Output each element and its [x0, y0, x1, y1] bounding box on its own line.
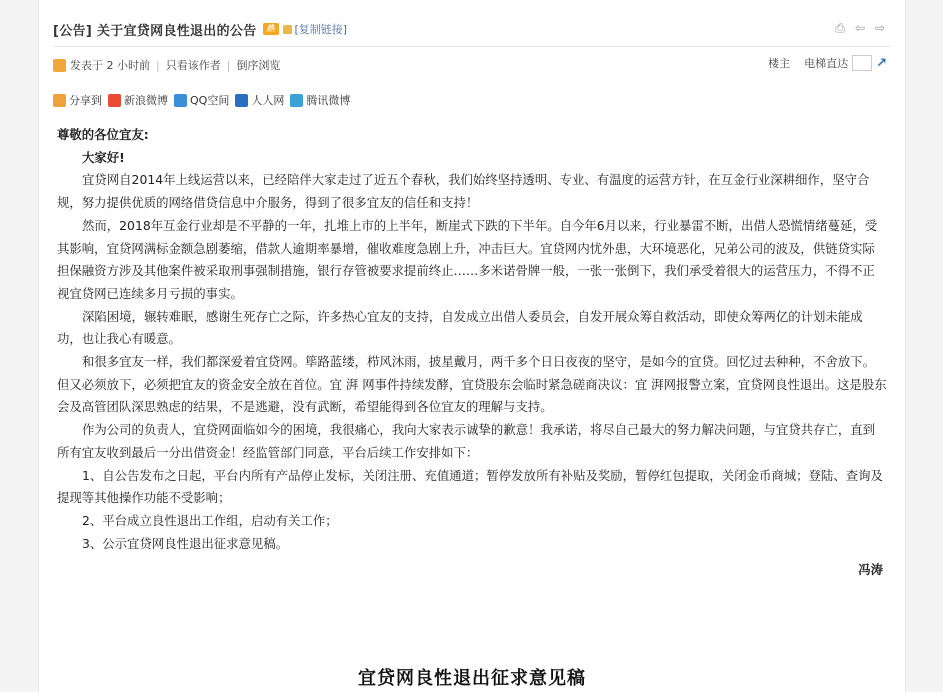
thread-title-bar: [53, 12, 891, 47]
post-signature: 冯涛: [858, 562, 883, 578]
weibo-icon: [108, 94, 121, 107]
lock-icon: [283, 25, 292, 34]
only-author-link[interactable]: 只看该作者: [165, 59, 221, 72]
tencent-weibo-icon: [290, 94, 303, 107]
hot-thread-icon: 热: [263, 23, 279, 35]
reverse-order-link[interactable]: 倒序浏览: [236, 59, 281, 72]
post-paragraph: 和很多宜友一样，我们都深爱着宜贷网。筚路蓝缕，栉风沐雨，披星戴月，两千多个日日夜夜的坚守，是如今的宜贷。回忆过去种种，不舍放下。但又必须放下，必须把宜友的资金安全放在首位。宜 湃 网事件持续发酵，宜贷股东会临时紧急磋商决议：宜 湃网报警立案，宜贷网良性退出。这是股东会及高管团队深思熟虑的结果，不是逃避，没有武断，希望能得到各位宜友的理解与支持。: [57, 354, 887, 415]
renren-icon: [235, 94, 248, 107]
share-tencent-weibo[interactable]: 腾讯微博: [290, 92, 350, 108]
print-icon[interactable]: ⎙: [835, 21, 845, 35]
post-greeting: 尊敬的各位宜友:: [57, 127, 149, 142]
post-list-item: 2、平台成立良性退出工作组，启动有关工作；: [82, 512, 338, 528]
title-tools: [833, 21, 887, 36]
floor-owner-label: 楼主: [768, 57, 791, 70]
post-paragraph: 作为公司的负责人，宜贷网面临如今的困境，我很痛心，我向大家表示诚挚的歉意！我承诺，将尽自己最大的努力解决问题，与宜贷共存亡，直到所有宜友收到最后一分出借资金！经监管部门同意，平台后续工作安排如下：: [57, 422, 875, 460]
divider: |: [156, 58, 160, 72]
share-bar: [53, 92, 356, 108]
post-time: 发表于 2 小时前: [70, 59, 150, 72]
share-label: 分享到: [53, 92, 102, 108]
elevator-label: 电梯直达: [804, 57, 849, 70]
share-renren[interactable]: 人人网: [235, 92, 284, 108]
divider: |: [226, 58, 231, 72]
go-floor-icon[interactable]: ↗: [876, 55, 887, 71]
post-content: [57, 124, 887, 582]
prev-thread-icon[interactable]: ⇦: [854, 21, 866, 35]
share-weibo[interactable]: 新浪微博: [108, 92, 168, 108]
post-status-icon: [53, 59, 66, 72]
share-icon: [53, 94, 66, 107]
post-paragraph: 深陷困境，辗转难眠，感谢生死存亡之际，许多热心宜友的支持，自发成立出借人委员会，自发开展众筹自救活动，即使众筹两亿的计划未能成功，也让我心有暖意。: [57, 308, 863, 347]
post-paragraph: 然而，2018年互金行业却是不平静的一年，扎堆上市的上半年，断崖式下跌的下半年。自今年6月以来，行业暴雷不断，出借人恐慌情绪蔓延，受其影响，宜贷网满标金额急剧萎缩，借款人逾期率暴增，催收难度急剧上升，冲击巨大。宜贷网内忧外患，大环境恶化，兄弟公司的波及，供链贷实际担保融资方涉及其他案件被采取刑事强制措施，银行存管被要求提前终止……多米诺骨牌一般，一张一张倒下，我们承受着很大的运营压力，不得不正视宜贷网已连续多月亏损的事实。: [57, 217, 878, 301]
next-thread-icon[interactable]: ⇨: [874, 21, 886, 35]
post-meta-bar: [53, 55, 891, 75]
section-title: 宜贷网良性退出征求意见稿: [358, 668, 586, 689]
post-hello: 大家好!: [82, 149, 125, 165]
floor-tools: [768, 55, 887, 71]
post-list-item: 3、公示宜贷网良性退出征求意见稿。: [82, 535, 289, 551]
share-qzone[interactable]: QQ空间: [174, 92, 229, 108]
post-panel: [38, 0, 906, 692]
qzone-icon: [174, 94, 187, 107]
copy-link-button[interactable]: [复制链接]: [294, 23, 348, 36]
floor-number-input[interactable]: [852, 55, 872, 71]
thread-title: [公告] 关于宜贷网良性退出的公告: [53, 23, 257, 39]
post-list-item: 1、自公告发布之日起，平台内所有产品停止发标，关闭注册、充值通道；暂停发放所有补贴及奖励，暂停红包提取，关闭金币商城；登陆、查询及提现等其他操作功能不受影响；: [57, 467, 883, 506]
post-paragraph: 宜贷网自2014年上线运营以来，已经陪伴大家走过了近五个春秋，我们始终坚持透明、专业、有温度的运营方针，在互金行业深耕细作，坚守合规，努力提供优质的网络借贷信息中介服务，得到了很多宜友的信任和支持！: [57, 172, 870, 211]
